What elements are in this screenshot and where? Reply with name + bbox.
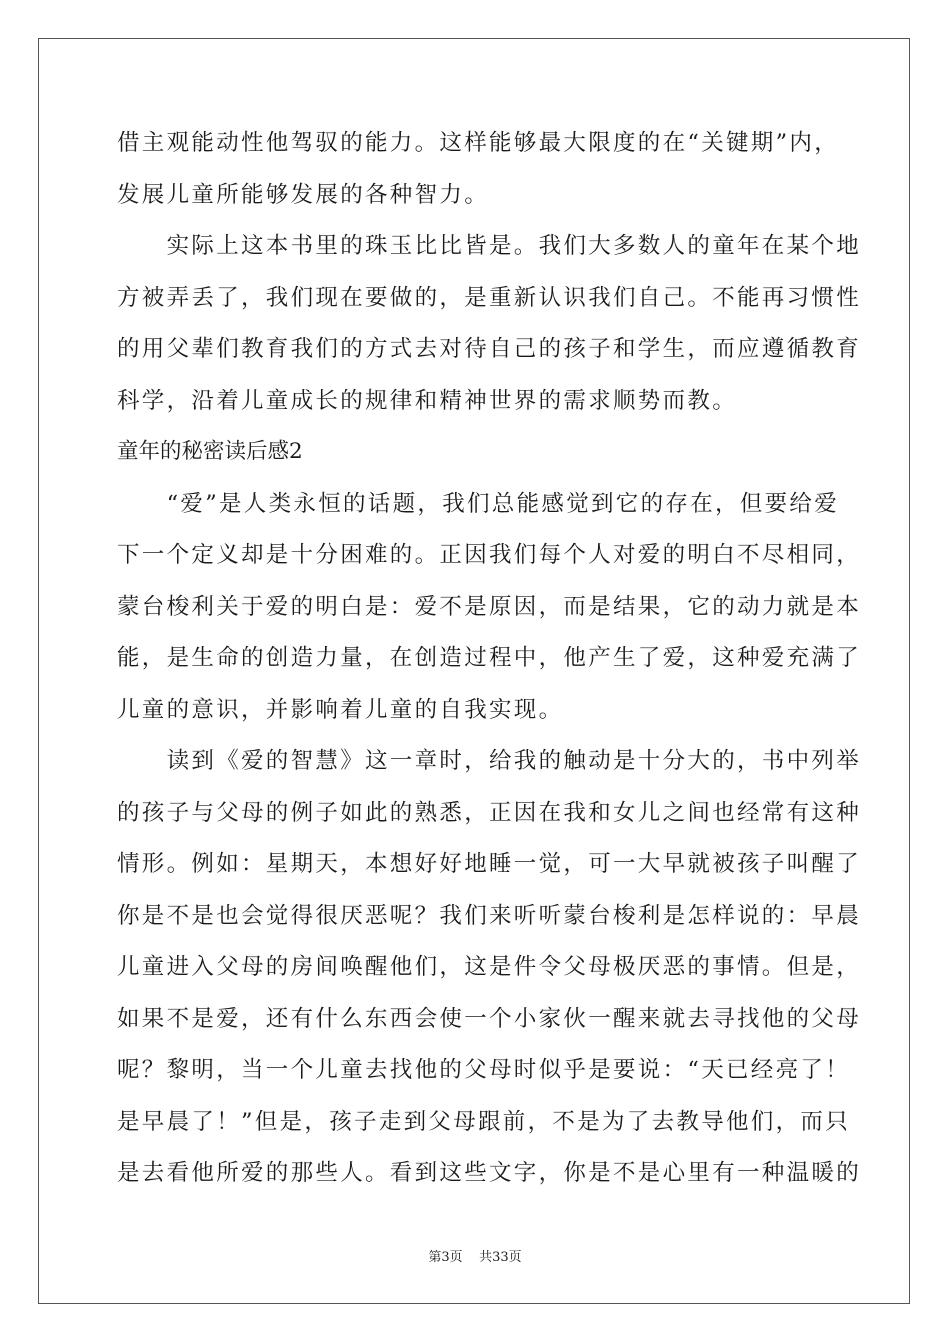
text-line: 如果不是爱，还有什么东西会使一个小家伙一醒来就去寻找他的父母	[117, 1005, 862, 1032]
text-line: 是去看他所爱的那些人。看到这些文字，你是不是心里有一种温暖的	[117, 1160, 862, 1186]
document-body	[117, 127, 862, 1209]
text-line: 呢？黎明，当一个儿童去找他的父母时似乎是要说：“天已经亮了！	[117, 1057, 851, 1083]
text-line: 方被弄丢了，我们现在要做的，是重新认识我们自己。不能再习惯性	[117, 284, 862, 311]
text-line: 情形。例如：星期天，本想好好地睡一觉，可一大早就被孩子叫醒了	[117, 851, 862, 877]
text-line: 是早晨了！”但是，孩子走到父母跟前，不是为了去教导他们，而只	[117, 1108, 851, 1135]
text-line: 你是不是也会觉得很厌恶呢？我们来听听蒙台梭利是怎样说的：早晨	[117, 902, 862, 929]
text-line: 发展儿童所能够发展的各种智力。	[117, 181, 490, 208]
text-line: 下一个定义却是十分困难的。正因我们每个人对爱的明白不尽相同，	[117, 542, 862, 568]
page-footer	[0, 1246, 950, 1265]
text-line: 的用父辈们教育我们的方式去对待自己的孩子和学生，而应遵循教育	[117, 336, 862, 362]
text-line: 借主观能动性他驾驭的能力。这样能够最大限度的在“关键期”内，	[117, 130, 840, 156]
text-line: 儿童的意识，并影响着儿童的自我实现。	[117, 696, 564, 723]
text-line: 能，是生命的创造力量，在创造过程中，他产生了爱，这种爱充满了	[117, 645, 862, 671]
text-line: 实际上这本书里的珠玉比比皆是。我们大多数人的童年在某个地	[117, 233, 862, 259]
text-line: 儿童进入父母的房间唤醒他们，这是件令父母极厌恶的事情。但是，	[117, 954, 862, 980]
text-line: 的孩子与父母的例子如此的熟悉，正因在我和女儿之间也经常有这种	[117, 799, 862, 826]
text-line: 蒙台梭利关于爱的明白是：爱不是原因，而是结果，它的动力就是本	[117, 593, 862, 620]
section-heading: 童年的秘密读后感2	[117, 439, 303, 464]
text-line: 科学，沿着儿童成长的规律和精神世界的需求顺势而教。	[117, 387, 738, 414]
page-total: 共33页	[479, 1250, 522, 1265]
text-line: “爱”是人类永恒的话题，我们总能感觉到它的存在，但要给爱	[117, 490, 840, 517]
page-number: 第3页	[428, 1250, 463, 1265]
text-line: 读到《爱的智慧》这一章时，给我的触动是十分大的，书中列举	[117, 748, 862, 774]
